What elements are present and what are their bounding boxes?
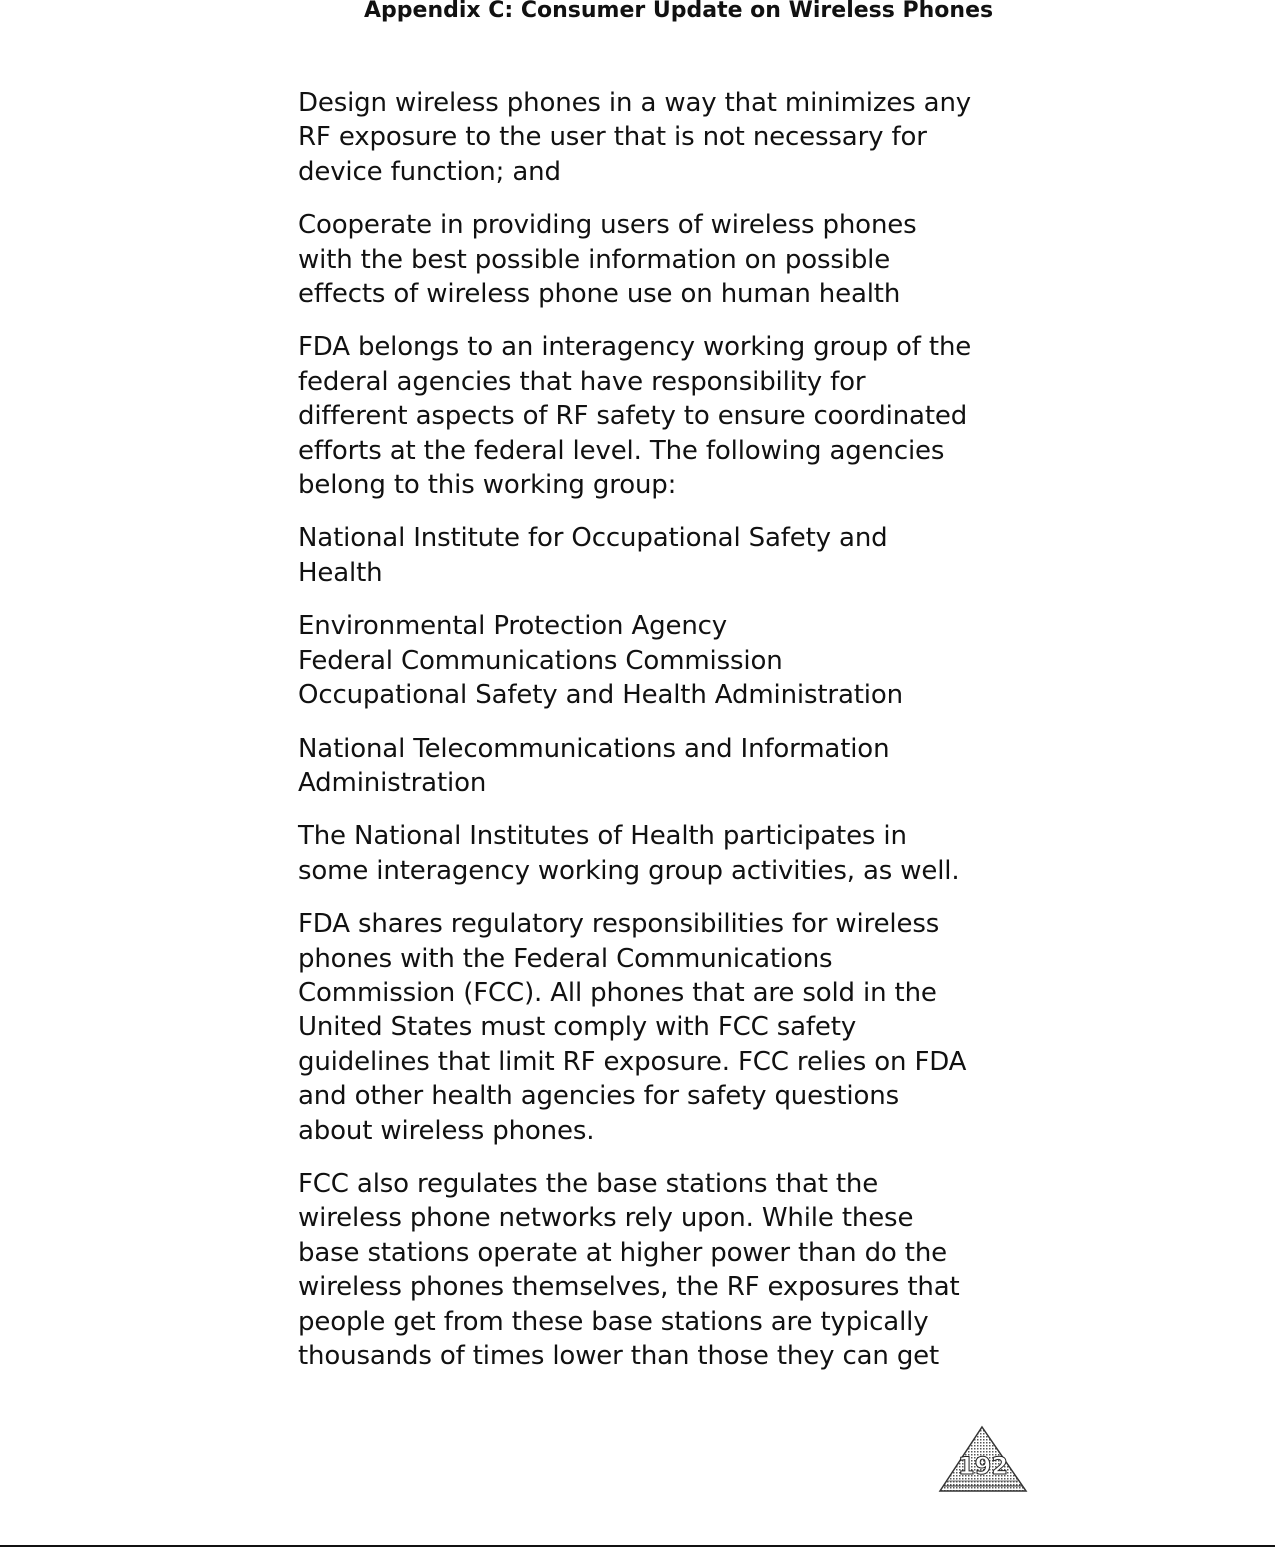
text-line: with the best possible information on possible — [298, 244, 891, 275]
text-line: some interagency working group activities, as well. — [298, 855, 960, 886]
text-line: Cooperate in providing users of wireless phones — [298, 210, 917, 241]
paragraph-niosh — [298, 521, 988, 590]
text-line: wireless phone networks rely upon. While these — [298, 1203, 914, 1234]
paragraph-base-stations — [298, 1167, 988, 1373]
paragraph-interagency-group — [298, 330, 988, 502]
text-line: FDA shares regulatory responsibilities for wireless — [298, 909, 940, 940]
text-line: Commission (FCC). All phones that are sold in the — [298, 977, 937, 1008]
text-line: National Institute for Occupational Safety and — [298, 523, 888, 554]
paragraph-agency-list — [298, 609, 988, 712]
text-line: FCC also regulates the base stations that the — [298, 1168, 879, 1199]
text-line: device function; and — [298, 156, 561, 187]
text-line: and other health agencies for safety questions — [298, 1081, 899, 1112]
text-line: about wireless phones. — [298, 1115, 595, 1146]
page-number: 192 — [957, 1452, 1009, 1480]
text-line: Environmental Protection Agency — [298, 611, 728, 642]
text-line: effects of wireless phone use on human health — [298, 279, 901, 310]
text-line: efforts at the federal level. The following agencies — [298, 435, 945, 466]
text-line: United States must comply with FCC safety — [298, 1012, 857, 1043]
text-line: Design wireless phones in a way that minimizes any — [298, 88, 972, 118]
footer-divider — [0, 1545, 1275, 1547]
text-line: guidelines that limit RF exposure. FCC relies on FDA — [298, 1046, 967, 1077]
document-body — [298, 86, 988, 1392]
paragraph-design-phones — [298, 86, 988, 189]
text-line: phones with the Federal Communications — [298, 943, 833, 974]
text-line: Occupational Safety and Health Administration — [298, 680, 903, 711]
text-line: different aspects of RF safety to ensure coordinated — [298, 401, 968, 432]
text-line: wireless phones themselves, the RF exposures that — [298, 1272, 960, 1303]
text-line: Administration — [298, 767, 487, 798]
page-number-badge — [938, 1424, 1028, 1494]
text-line: thousands of times lower than those they can get — [298, 1341, 940, 1371]
text-line: Health — [298, 557, 383, 588]
paragraph-nih — [298, 819, 988, 888]
page-header-title: Appendix C: Consumer Update on Wireless Phones — [364, 0, 994, 23]
paragraph-cooperate — [298, 208, 988, 311]
text-line: people get from these base stations are typically — [298, 1306, 929, 1337]
text-line: federal agencies that have responsibility for — [298, 366, 866, 397]
paragraph-fda-fcc — [298, 907, 988, 1148]
text-line: base stations operate at higher power than do the — [298, 1237, 948, 1268]
paragraph-ntia — [298, 732, 988, 801]
text-line: National Telecommunications and Information — [298, 733, 890, 764]
text-line: FDA belongs to an interagency working group of the — [298, 332, 972, 363]
text-line: belong to this working group: — [298, 470, 677, 501]
text-line: The National Institutes of Health participates in — [298, 821, 907, 852]
text-line: Federal Communications Commission — [298, 645, 783, 676]
text-line: RF exposure to the user that is not necessary for — [298, 122, 927, 153]
